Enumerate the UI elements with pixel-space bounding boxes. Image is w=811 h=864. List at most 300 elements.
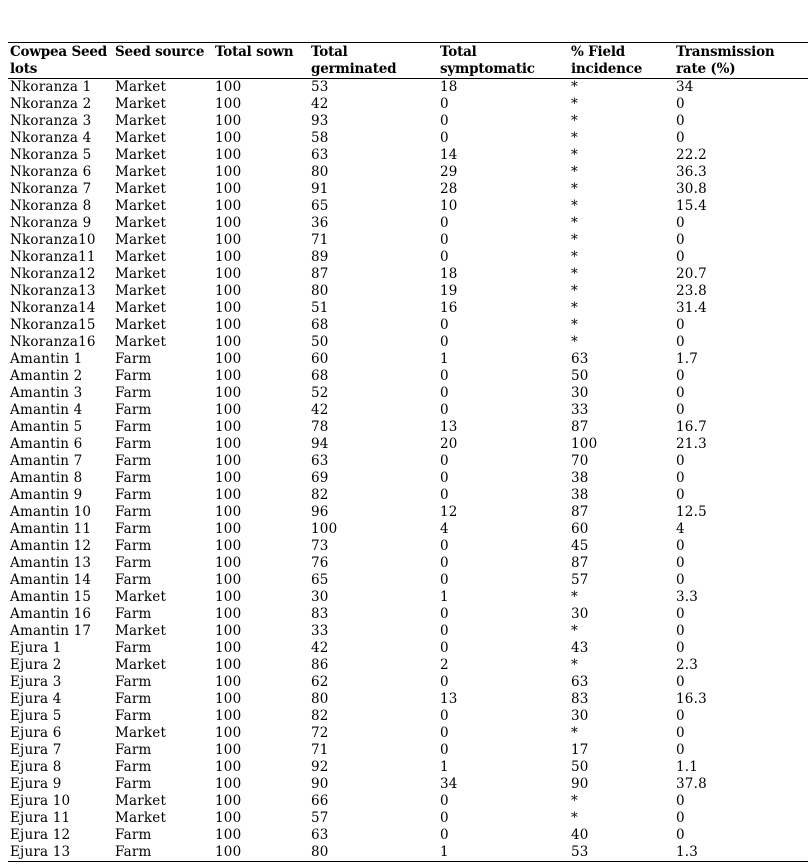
cell-transmission-rate: 0	[676, 606, 685, 622]
cell-total-symptomatic: 0	[440, 623, 449, 639]
cell-total-symptomatic: 0	[440, 742, 449, 758]
cell-total-symptomatic: 1	[440, 759, 449, 775]
cell-total-germinated: 90	[311, 776, 329, 792]
cell-seed-lot: Amantin 1	[10, 351, 83, 367]
cell-field-incidence: *	[571, 164, 578, 180]
cell-field-incidence: 70	[571, 453, 589, 469]
cell-field-incidence: *	[571, 725, 578, 741]
cell-total-sown: 100	[215, 300, 242, 316]
cell-field-incidence: 30	[571, 385, 589, 401]
cell-field-incidence: 43	[571, 640, 589, 656]
cell-transmission-rate: 0	[676, 130, 685, 146]
cell-field-incidence: *	[571, 79, 578, 95]
cell-total-sown: 100	[215, 572, 242, 588]
cell-field-incidence: 87	[571, 504, 589, 520]
cell-total-sown: 100	[215, 368, 242, 384]
cell-total-sown: 100	[215, 266, 242, 282]
cell-transmission-rate: 0	[676, 555, 685, 571]
cell-seed-source: Farm	[115, 521, 152, 537]
table-row	[8, 589, 808, 606]
cell-field-incidence: 30	[571, 606, 589, 622]
cell-seed-lot: Ejura 1	[10, 640, 62, 656]
cell-field-incidence: *	[571, 147, 578, 163]
cell-total-germinated: 60	[311, 351, 329, 367]
cell-transmission-rate: 0	[676, 725, 685, 741]
cell-total-germinated: 63	[311, 827, 329, 843]
cell-field-incidence: *	[571, 334, 578, 350]
cell-total-sown: 100	[215, 606, 242, 622]
cell-total-germinated: 89	[311, 249, 329, 265]
cell-seed-lot: Amantin 12	[10, 538, 92, 554]
cell-field-incidence: *	[571, 215, 578, 231]
cell-transmission-rate: 0	[676, 470, 685, 486]
table-row	[8, 147, 808, 164]
cell-total-germinated: 65	[311, 572, 329, 588]
header-total-germinated: Total germinated	[311, 44, 397, 77]
cell-total-sown: 100	[215, 538, 242, 554]
cell-seed-lot: Ejura 8	[10, 759, 62, 775]
table-row	[8, 776, 808, 793]
cell-seed-lot: Ejura 6	[10, 725, 62, 741]
table-row	[8, 385, 808, 402]
cell-seed-lot: Nkoranza 1	[10, 79, 92, 95]
cell-seed-lot: Ejura 5	[10, 708, 62, 724]
table-row	[8, 674, 808, 691]
cell-seed-source: Market	[115, 113, 167, 129]
cell-total-sown: 100	[215, 283, 242, 299]
cell-seed-lot: Amantin 6	[10, 436, 83, 452]
cell-transmission-rate: 0	[676, 742, 685, 758]
cell-total-germinated: 82	[311, 487, 329, 503]
cell-total-germinated: 42	[311, 640, 329, 656]
cell-total-sown: 100	[215, 487, 242, 503]
table-row	[8, 334, 808, 351]
cell-total-sown: 100	[215, 827, 242, 843]
cell-seed-source: Market	[115, 657, 167, 673]
cell-seed-source: Farm	[115, 555, 152, 571]
table-row	[8, 198, 808, 215]
cell-seed-lot: Nkoranza15	[10, 317, 96, 333]
header-total-sown: Total sown	[215, 44, 294, 60]
cell-field-incidence: 63	[571, 674, 589, 690]
cell-total-germinated: 76	[311, 555, 329, 571]
cell-total-sown: 100	[215, 640, 242, 656]
cell-total-sown: 100	[215, 844, 242, 860]
cell-field-incidence: 87	[571, 419, 589, 435]
cell-seed-lot: Nkoranza12	[10, 266, 96, 282]
cell-total-sown: 100	[215, 657, 242, 673]
cell-transmission-rate: 0	[676, 793, 685, 809]
cell-transmission-rate: 0	[676, 317, 685, 333]
cell-total-sown: 100	[215, 181, 242, 197]
cell-total-sown: 100	[215, 113, 242, 129]
table-row	[8, 317, 808, 334]
cell-total-sown: 100	[215, 334, 242, 350]
cell-seed-source: Market	[115, 96, 167, 112]
cell-total-sown: 100	[215, 385, 242, 401]
table-row	[8, 538, 808, 555]
cell-total-symptomatic: 0	[440, 470, 449, 486]
cell-transmission-rate: 0	[676, 96, 685, 112]
cell-seed-lot: Nkoranza 4	[10, 130, 92, 146]
cell-transmission-rate: 0	[676, 572, 685, 588]
cell-field-incidence: *	[571, 130, 578, 146]
cell-seed-source: Farm	[115, 640, 152, 656]
cell-total-germinated: 51	[311, 300, 329, 316]
cell-transmission-rate: 0	[676, 827, 685, 843]
cell-transmission-rate: 22.2	[676, 147, 707, 163]
cell-transmission-rate: 34	[676, 79, 694, 95]
cell-total-germinated: 36	[311, 215, 329, 231]
cell-seed-lot: Ejura 13	[10, 844, 71, 860]
cell-seed-source: Market	[115, 334, 167, 350]
cell-field-incidence: 30	[571, 708, 589, 724]
cell-seed-source: Farm	[115, 691, 152, 707]
cell-seed-lot: Nkoranza 8	[10, 198, 92, 214]
cell-seed-source: Farm	[115, 402, 152, 418]
cell-total-sown: 100	[215, 232, 242, 248]
cell-seed-lot: Amantin 8	[10, 470, 83, 486]
cell-total-symptomatic: 0	[440, 538, 449, 554]
cell-seed-source: Farm	[115, 487, 152, 503]
cell-total-germinated: 87	[311, 266, 329, 282]
cell-field-incidence: *	[571, 793, 578, 809]
cell-total-symptomatic: 16	[440, 300, 458, 316]
cell-total-sown: 100	[215, 793, 242, 809]
cell-total-germinated: 68	[311, 317, 329, 333]
cell-total-symptomatic: 1	[440, 844, 449, 860]
cell-total-sown: 100	[215, 623, 242, 639]
cell-seed-source: Farm	[115, 827, 152, 843]
table-row	[8, 555, 808, 572]
cell-seed-source: Farm	[115, 844, 152, 860]
cell-seed-source: Market	[115, 249, 167, 265]
cell-total-symptomatic: 0	[440, 317, 449, 333]
cell-seed-source: Market	[115, 725, 167, 741]
cell-seed-source: Farm	[115, 776, 152, 792]
cell-seed-source: Market	[115, 232, 167, 248]
cell-transmission-rate: 12.5	[676, 504, 707, 520]
table-row	[8, 793, 808, 810]
table-row	[8, 436, 808, 453]
cell-field-incidence: *	[571, 232, 578, 248]
cell-total-symptomatic: 0	[440, 708, 449, 724]
cell-total-symptomatic: 0	[440, 555, 449, 571]
table-row	[8, 351, 808, 368]
cell-total-sown: 100	[215, 317, 242, 333]
cell-seed-source: Market	[115, 215, 167, 231]
cell-total-sown: 100	[215, 742, 242, 758]
cell-seed-source: Market	[115, 283, 167, 299]
cell-seed-lot: Nkoranza 6	[10, 164, 92, 180]
cell-seed-lot: Ejura 2	[10, 657, 62, 673]
cell-total-sown: 100	[215, 130, 242, 146]
cell-total-symptomatic: 2	[440, 657, 449, 673]
table-row	[8, 249, 808, 266]
cell-seed-source: Farm	[115, 674, 152, 690]
table-row	[8, 691, 808, 708]
table-row	[8, 283, 808, 300]
cell-field-incidence: 63	[571, 351, 589, 367]
cell-field-incidence: *	[571, 96, 578, 112]
cell-seed-source: Farm	[115, 385, 152, 401]
table-row	[8, 606, 808, 623]
cell-transmission-rate: 0	[676, 113, 685, 129]
cell-total-germinated: 71	[311, 232, 329, 248]
cell-field-incidence: 38	[571, 470, 589, 486]
cell-field-incidence: 53	[571, 844, 589, 860]
header-field-incidence: % Field incidence	[571, 44, 643, 77]
table-row	[8, 266, 808, 283]
cell-total-sown: 100	[215, 589, 242, 605]
cell-field-incidence: *	[571, 198, 578, 214]
cell-seed-source: Farm	[115, 470, 152, 486]
cell-total-sown: 100	[215, 453, 242, 469]
cell-seed-lot: Ejura 4	[10, 691, 62, 707]
cell-field-incidence: 17	[571, 742, 589, 758]
table-row	[8, 368, 808, 385]
cell-field-incidence: *	[571, 300, 578, 316]
cell-total-symptomatic: 0	[440, 793, 449, 809]
cell-seed-lot: Nkoranza 7	[10, 181, 92, 197]
cell-transmission-rate: 15.4	[676, 198, 707, 214]
cell-transmission-rate: 0	[676, 368, 685, 384]
cell-total-sown: 100	[215, 470, 242, 486]
cell-total-sown: 100	[215, 691, 242, 707]
cell-seed-source: Market	[115, 130, 167, 146]
cell-total-symptomatic: 0	[440, 827, 449, 843]
cell-transmission-rate: 30.8	[676, 181, 707, 197]
table-row	[8, 742, 808, 759]
cell-total-symptomatic: 0	[440, 487, 449, 503]
table-row	[8, 657, 808, 674]
cell-total-germinated: 65	[311, 198, 329, 214]
cell-transmission-rate: 2.3	[676, 657, 699, 673]
table-row	[8, 572, 808, 589]
cell-total-sown: 100	[215, 725, 242, 741]
cell-total-symptomatic: 19	[440, 283, 458, 299]
cell-total-symptomatic: 0	[440, 402, 449, 418]
cell-seed-lot: Nkoranza 5	[10, 147, 92, 163]
table-row	[8, 113, 808, 130]
cell-seed-source: Market	[115, 300, 167, 316]
table-row	[8, 300, 808, 317]
cell-transmission-rate: 0	[676, 453, 685, 469]
cell-total-symptomatic: 0	[440, 640, 449, 656]
table-row	[8, 504, 808, 521]
cell-total-symptomatic: 0	[440, 232, 449, 248]
table-row	[8, 79, 808, 97]
cell-seed-source: Farm	[115, 572, 152, 588]
cell-total-sown: 100	[215, 351, 242, 367]
cell-transmission-rate: 1.7	[676, 351, 699, 367]
cell-seed-lot: Amantin 11	[10, 521, 92, 537]
cell-transmission-rate: 0	[676, 538, 685, 554]
cell-seed-lot: Nkoranza13	[10, 283, 96, 299]
cell-total-symptomatic: 4	[440, 521, 449, 537]
cell-total-symptomatic: 0	[440, 215, 449, 231]
header-row	[8, 43, 808, 79]
cell-total-symptomatic: 0	[440, 725, 449, 741]
cell-transmission-rate: 0	[676, 640, 685, 656]
cell-seed-lot: Amantin 16	[10, 606, 92, 622]
cell-seed-lot: Nkoranza 2	[10, 96, 92, 112]
cell-total-germinated: 71	[311, 742, 329, 758]
cell-seed-lot: Amantin 15	[10, 589, 92, 605]
cell-seed-source: Market	[115, 589, 167, 605]
cell-seed-lot: Nkoranza16	[10, 334, 96, 350]
cell-seed-lot: Amantin 9	[10, 487, 83, 503]
table-body	[8, 79, 808, 862]
cell-total-symptomatic: 0	[440, 810, 449, 826]
cell-transmission-rate: 31.4	[676, 300, 707, 316]
cell-total-germinated: 58	[311, 130, 329, 146]
cell-total-symptomatic: 1	[440, 351, 449, 367]
cell-transmission-rate: 4	[676, 521, 685, 537]
cell-total-symptomatic: 10	[440, 198, 458, 214]
cell-total-germinated: 78	[311, 419, 329, 435]
cell-total-germinated: 66	[311, 793, 329, 809]
cell-transmission-rate: 21.3	[676, 436, 707, 452]
cell-total-germinated: 57	[311, 810, 329, 826]
table-row	[8, 708, 808, 725]
cell-total-germinated: 100	[311, 521, 338, 537]
cell-seed-lot: Amantin 7	[10, 453, 83, 469]
cell-transmission-rate: 0	[676, 810, 685, 826]
cell-field-incidence: *	[571, 657, 578, 673]
cell-total-germinated: 96	[311, 504, 329, 520]
table-row	[8, 402, 808, 419]
cell-transmission-rate: 0	[676, 674, 685, 690]
cell-total-germinated: 50	[311, 334, 329, 350]
table-header	[8, 43, 808, 79]
cell-seed-source: Farm	[115, 759, 152, 775]
table-row	[8, 453, 808, 470]
cell-total-symptomatic: 0	[440, 334, 449, 350]
cell-seed-lot: Amantin 5	[10, 419, 83, 435]
cell-seed-lot: Amantin 4	[10, 402, 83, 418]
cell-seed-lot: Amantin 14	[10, 572, 92, 588]
cell-total-symptomatic: 13	[440, 691, 458, 707]
cell-transmission-rate: 0	[676, 215, 685, 231]
cell-total-symptomatic: 0	[440, 113, 449, 129]
table-row	[8, 419, 808, 436]
cell-seed-lot: Ejura 9	[10, 776, 62, 792]
table-row	[8, 827, 808, 844]
table-row	[8, 521, 808, 538]
cell-total-sown: 100	[215, 555, 242, 571]
cell-field-incidence: *	[571, 283, 578, 299]
cell-total-symptomatic: 28	[440, 181, 458, 197]
cell-seed-source: Farm	[115, 351, 152, 367]
table-row	[8, 164, 808, 181]
table-row	[8, 640, 808, 657]
cell-total-germinated: 91	[311, 181, 329, 197]
cell-transmission-rate: 0	[676, 623, 685, 639]
cell-total-germinated: 94	[311, 436, 329, 452]
cell-total-symptomatic: 1	[440, 589, 449, 605]
cell-field-incidence: *	[571, 249, 578, 265]
cell-seed-source: Market	[115, 164, 167, 180]
cell-seed-source: Market	[115, 810, 167, 826]
cell-field-incidence: 45	[571, 538, 589, 554]
cell-seed-source: Market	[115, 793, 167, 809]
cell-total-germinated: 80	[311, 164, 329, 180]
cell-field-incidence: 87	[571, 555, 589, 571]
header-seed-source: Seed source	[115, 44, 205, 60]
cell-total-symptomatic: 14	[440, 147, 458, 163]
cell-transmission-rate: 0	[676, 334, 685, 350]
cell-transmission-rate: 0	[676, 487, 685, 503]
cell-seed-source: Market	[115, 147, 167, 163]
cell-total-germinated: 33	[311, 623, 329, 639]
cell-seed-source: Farm	[115, 606, 152, 622]
cell-transmission-rate: 1.1	[676, 759, 699, 775]
cell-field-incidence: 38	[571, 487, 589, 503]
cell-seed-source: Farm	[115, 742, 152, 758]
cell-total-germinated: 52	[311, 385, 329, 401]
cell-total-germinated: 72	[311, 725, 329, 741]
cell-total-symptomatic: 0	[440, 385, 449, 401]
table-row	[8, 759, 808, 776]
cell-total-germinated: 83	[311, 606, 329, 622]
cell-field-incidence: *	[571, 181, 578, 197]
table-row	[8, 725, 808, 742]
cell-total-germinated: 80	[311, 844, 329, 860]
cell-total-germinated: 68	[311, 368, 329, 384]
seed-lot-table	[8, 42, 808, 862]
cell-seed-lot: Nkoranza10	[10, 232, 96, 248]
cell-transmission-rate: 0	[676, 232, 685, 248]
cell-seed-source: Market	[115, 266, 167, 282]
cell-total-germinated: 53	[311, 79, 329, 95]
cell-total-sown: 100	[215, 79, 242, 95]
cell-total-symptomatic: 0	[440, 130, 449, 146]
cell-total-sown: 100	[215, 419, 242, 435]
cell-seed-source: Farm	[115, 504, 152, 520]
cell-total-germinated: 92	[311, 759, 329, 775]
cell-field-incidence: 100	[571, 436, 598, 452]
cell-total-sown: 100	[215, 198, 242, 214]
cell-transmission-rate: 1.3	[676, 844, 699, 860]
cell-seed-lot: Ejura 11	[10, 810, 71, 826]
cell-transmission-rate: 0	[676, 385, 685, 401]
cell-seed-lot: Amantin 2	[10, 368, 83, 384]
cell-transmission-rate: 37.8	[676, 776, 707, 792]
cell-total-germinated: 82	[311, 708, 329, 724]
cell-seed-lot: Nkoranza14	[10, 300, 96, 316]
cell-transmission-rate: 0	[676, 708, 685, 724]
table-row	[8, 96, 808, 113]
cell-seed-lot: Nkoranza 3	[10, 113, 92, 129]
table-row	[8, 130, 808, 147]
cell-total-sown: 100	[215, 249, 242, 265]
cell-total-symptomatic: 20	[440, 436, 458, 452]
cell-total-symptomatic: 0	[440, 368, 449, 384]
cell-transmission-rate: 0	[676, 249, 685, 265]
cell-total-germinated: 80	[311, 691, 329, 707]
cell-total-symptomatic: 34	[440, 776, 458, 792]
cell-total-symptomatic: 0	[440, 674, 449, 690]
cell-seed-source: Market	[115, 623, 167, 639]
cell-field-incidence: *	[571, 113, 578, 129]
cell-seed-lot: Ejura 12	[10, 827, 71, 843]
cell-total-germinated: 42	[311, 402, 329, 418]
table-row	[8, 181, 808, 198]
cell-transmission-rate: 0	[676, 402, 685, 418]
cell-seed-source: Market	[115, 198, 167, 214]
cell-total-symptomatic: 0	[440, 606, 449, 622]
